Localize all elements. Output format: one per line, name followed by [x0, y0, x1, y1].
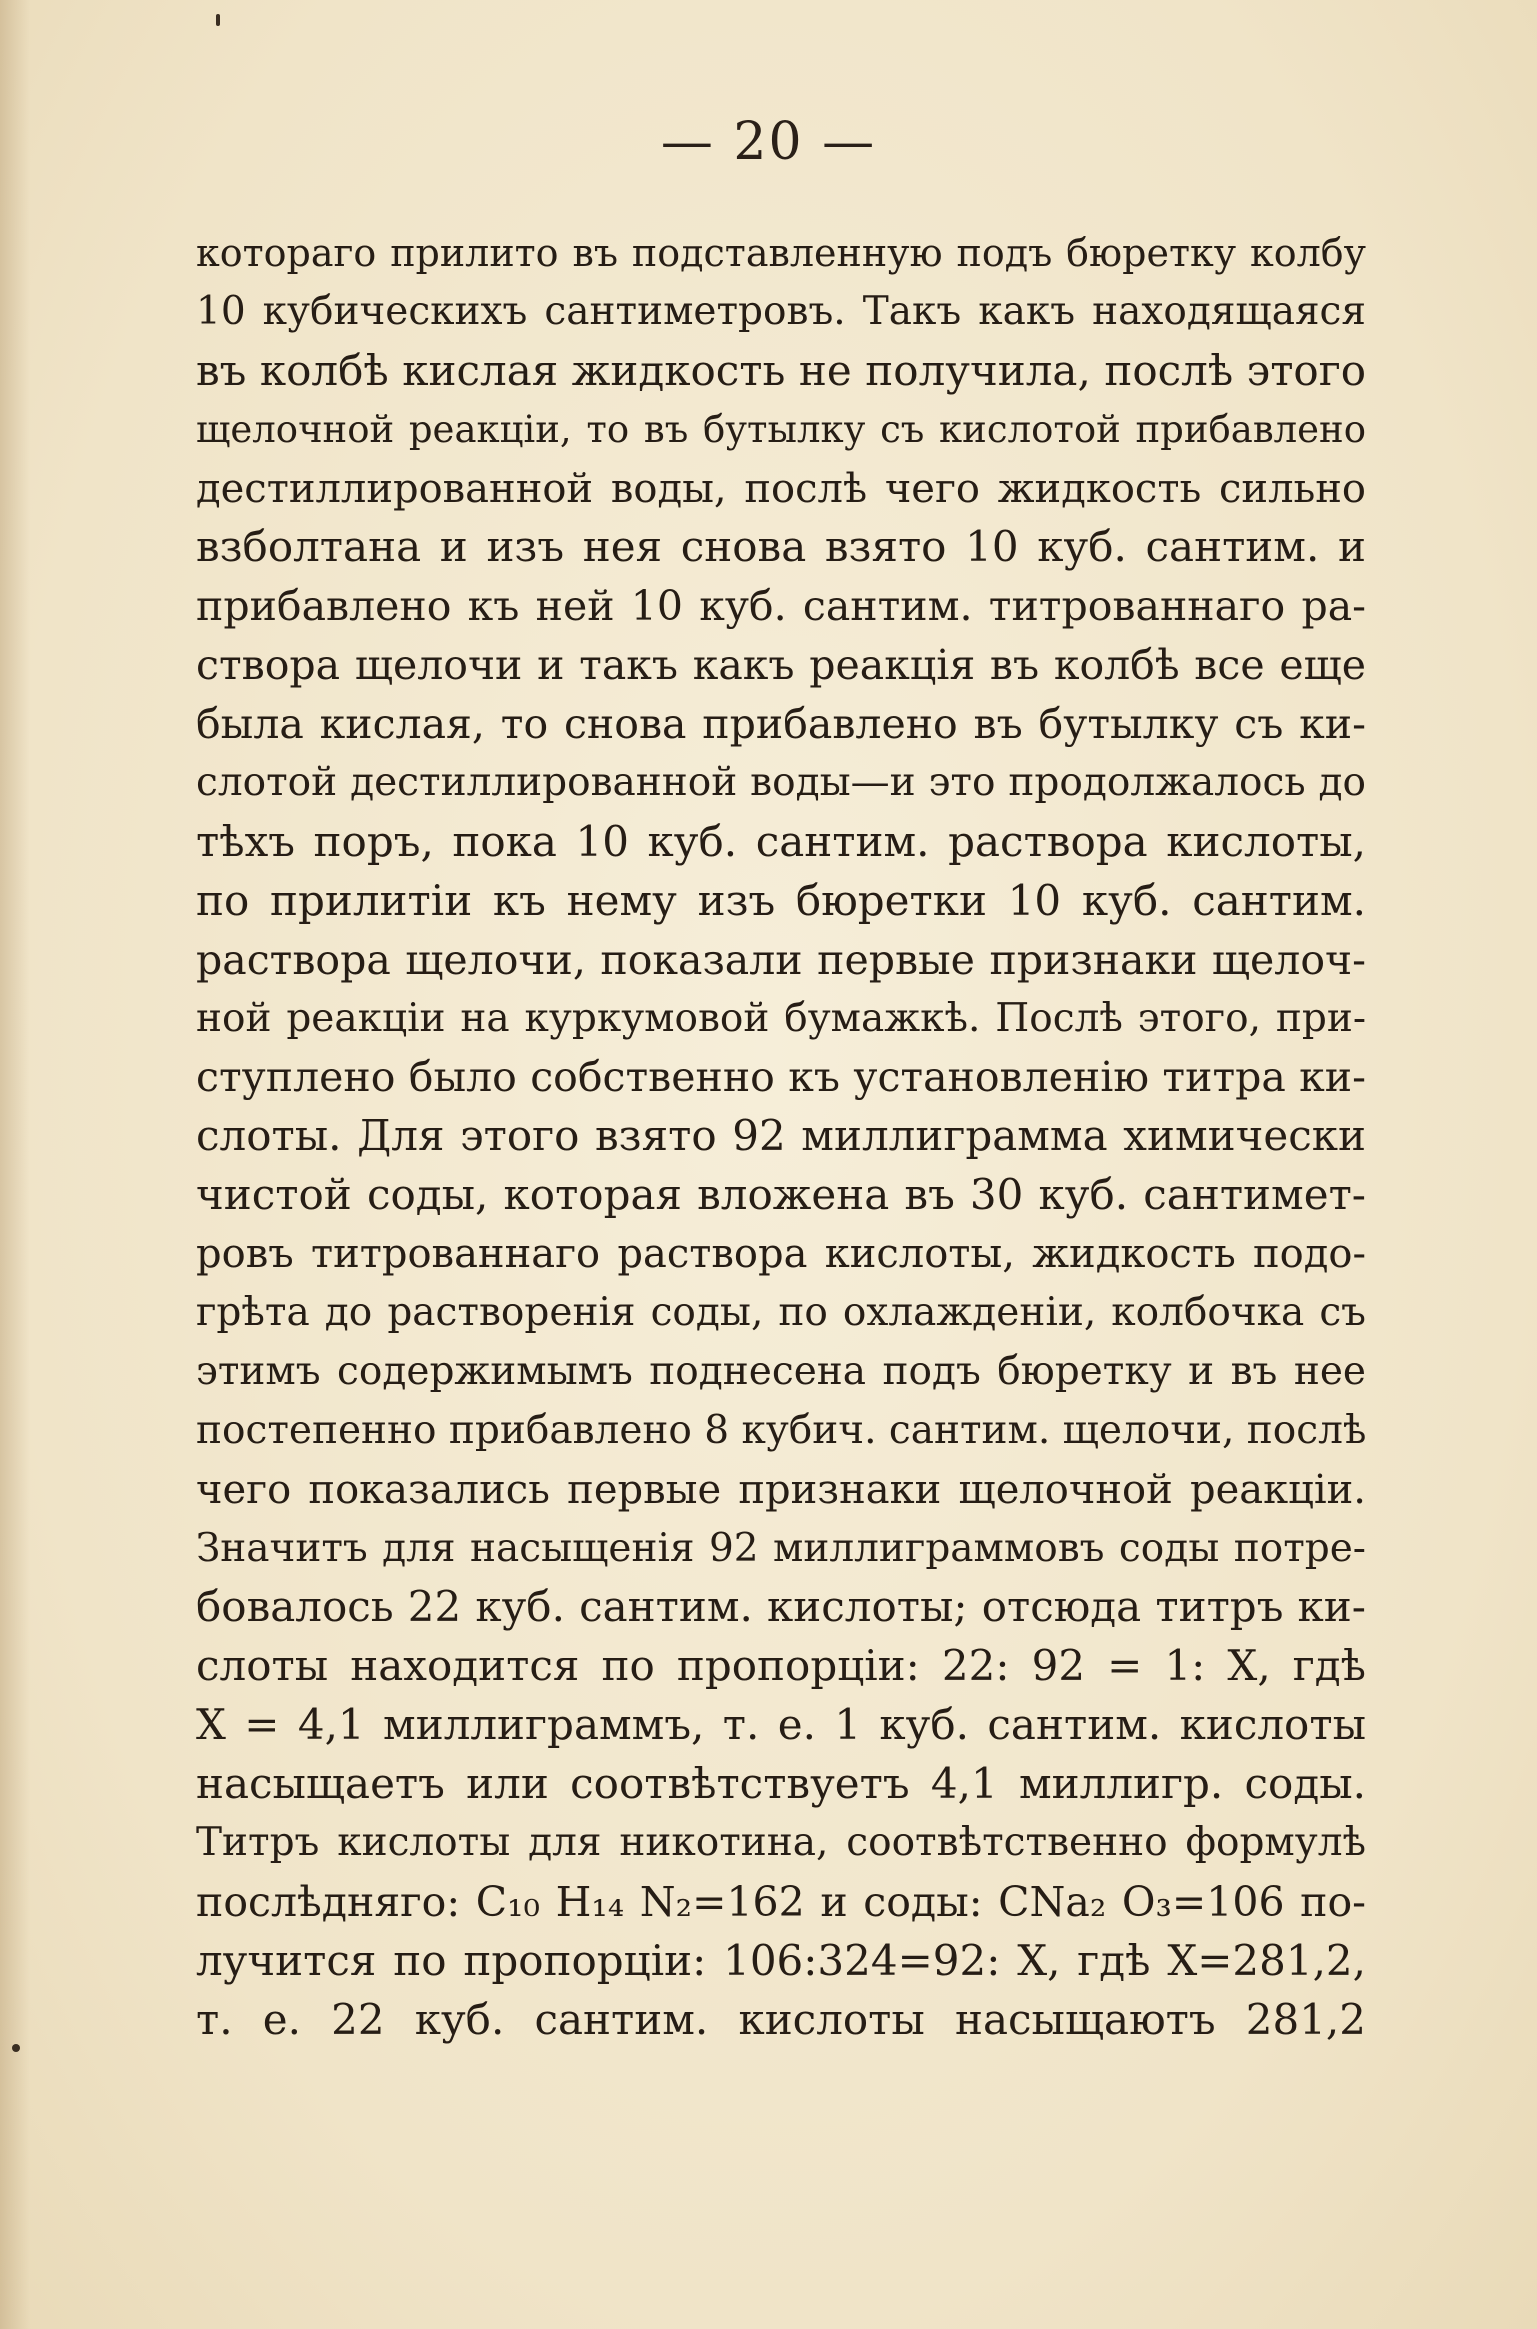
page-edge-shadow — [0, 0, 30, 2329]
text-line: т. е. 22 куб. сантим. кислоты насыщаютъ 281,2 — [196, 1994, 1366, 2044]
text-line: слотой дестиллированной воды—и это продолжалось до — [196, 760, 1366, 806]
text-line: Значитъ для насыщенія 92 миллиграммовъ соды потре- — [196, 1525, 1366, 1571]
text-line: грѣта до растворенія соды, по охлажденіи, колбочка съ — [196, 1290, 1366, 1336]
text-line: 10 кубическихъ сантиметровъ. Такъ какъ находящаяся — [196, 288, 1366, 334]
text-line: дестиллированной воды, послѣ чего жидкость сильно — [196, 465, 1366, 512]
text-line: створа щелочи и такъ какъ реакція въ колбѣ все еще — [196, 641, 1366, 690]
text-line: лучится по пропорціи: 106:324=92: X, гдѣ X=281,2, — [196, 1935, 1366, 1985]
text-line: насыщаетъ или соотвѣтствуетъ 4,1 миллигр. соды. — [196, 1759, 1366, 1809]
text-line: раствора щелочи, показали первые признаки щелоч- — [196, 935, 1366, 984]
text-line: X = 4,1 миллиграммъ, т. е. 1 куб. сантим. кислоты — [196, 1700, 1366, 1750]
text-line: слоты находится по пропорціи: 22: 92 = 1: X, гдѣ — [196, 1641, 1366, 1691]
text-line: взболтана и изъ нея снова взято 10 куб. сантим. и — [196, 522, 1366, 572]
text-line: чего показались первые признаки щелочной реакціи. — [196, 1466, 1366, 1513]
text-line: ступлено было собственно къ установленію титра ки- — [196, 1053, 1366, 1102]
text-line: была кислая, то снова прибавлено въ бутылку съ ки- — [196, 700, 1366, 749]
text-line: въ колбѣ кислая жидкость не получила, послѣ этого — [196, 345, 1366, 395]
text-line: Титръ кислоты для никотина, соотвѣтственно формулѣ — [196, 1820, 1366, 1866]
body-text — [196, 224, 1366, 2050]
text-line: ной реакціи на куркумовой бумажкѣ. Послѣ этого, при- — [196, 995, 1366, 1041]
text-line: прибавлено къ ней 10 куб. сантим. титрованнаго ра- — [196, 582, 1366, 631]
print-speck — [216, 14, 220, 26]
print-speck — [12, 2044, 20, 2052]
text-line: бовалось 22 куб. сантим. кислоты; отсюда титръ ки- — [196, 1582, 1366, 1632]
text-line: тѣхъ поръ, пока 10 куб. сантим. раствора кислоты, — [196, 816, 1366, 866]
text-line: котораго прилито въ подставленную подъ бюретку колбу — [196, 231, 1366, 275]
text-line: чистой соды, которая вложена въ 30 куб. сантимет- — [196, 1170, 1366, 1220]
text-line: этимъ содержимымъ поднесена подъ бюретку и въ нее — [196, 1348, 1366, 1394]
text-line: послѣдняго: C₁₀ H₁₄ N₂=162 и соды: CNa₂ O₃=106 по- — [196, 1877, 1366, 1926]
text-line: ровъ титрованнаго раствора кислоты, жидкость подо- — [196, 1231, 1366, 1278]
text-line: постепенно прибавлено 8 кубич. сантим. щелочи, послѣ — [196, 1407, 1366, 1453]
page-number: — 20 — — [660, 112, 877, 172]
text-line: щелочной реакціи, то въ бутылку съ кислотой прибавлено — [196, 407, 1366, 451]
text-line: слоты. Для этого взято 92 миллиграмма химически — [196, 1111, 1366, 1161]
text-line: по прилитіи къ нему изъ бюретки 10 куб. сантим. — [196, 875, 1366, 925]
